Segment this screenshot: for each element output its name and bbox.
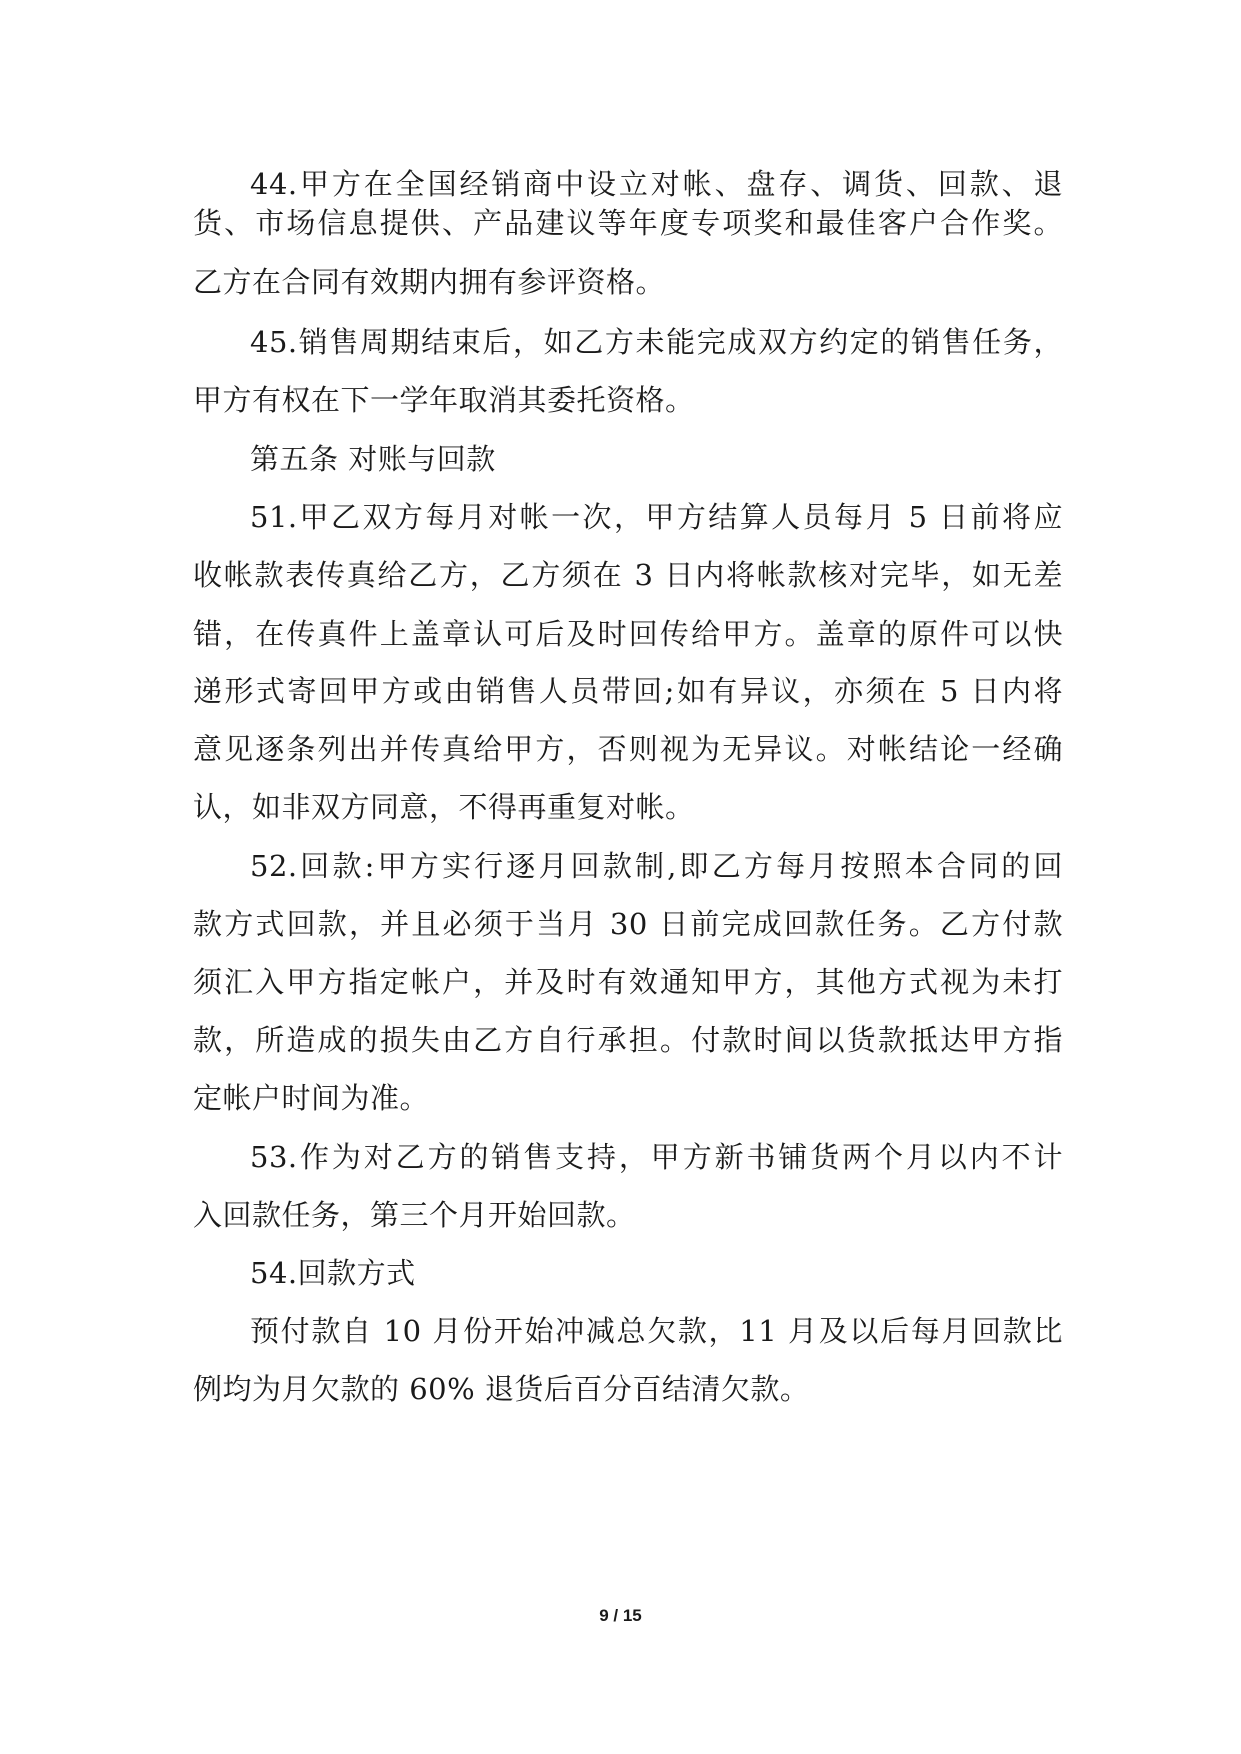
paragraph-51-line-2: 收帐款表传真给乙方，乙方须在 3 日内将帐款核对完毕，如无差	[193, 558, 1063, 592]
paragraph-45-line-2: 甲方有权在下一学年取消其委托资格。	[193, 383, 695, 417]
paragraph-51-line-1: 51.甲乙双方每月对帐一次，甲方结算人员每月 5 日前将应	[250, 500, 1063, 534]
paragraph-44-line-1: 44.甲方在全国经销商中设立对帐、盘存、调货、回款、退	[250, 167, 1063, 201]
paragraph-45-line-1: 45.销售周期结束后，如乙方未能完成双方约定的销售任务，	[250, 325, 1063, 359]
paragraph-51-line-6: 认，如非双方同意，不得再重复对帐。	[193, 790, 695, 824]
page-number: 9 / 15	[599, 1606, 642, 1625]
section-heading: 第五条 对账与回款	[250, 442, 496, 476]
paragraph-54-line-1: 预付款自 10 月份开始冲减总欠款，11 月及以后每月回款比	[250, 1314, 1063, 1348]
paragraph-44-line-2: 货、市场信息提供、产品建议等年度专项奖和最佳客户合作奖。	[193, 206, 1063, 240]
paragraph-51-line-4: 递形式寄回甲方或由销售人员带回;如有异议，亦须在 5 日内将	[193, 674, 1063, 708]
paragraph-52-line-3: 须汇入甲方指定帐户，并及时有效通知甲方，其他方式视为未打	[193, 965, 1063, 999]
paragraph-52-line-2: 款方式回款，并且必须于当月 30 日前完成回款任务。乙方付款	[193, 907, 1063, 941]
paragraph-53-line-1: 53.作为对乙方的销售支持，甲方新书铺货两个月以内不计	[250, 1140, 1063, 1174]
paragraph-52-line-4: 款，所造成的损失由乙方自行承担。付款时间以货款抵达甲方指	[193, 1023, 1063, 1057]
paragraph-51-line-3: 错，在传真件上盖章认可后及时回传给甲方。盖章的原件可以快	[193, 617, 1063, 651]
paragraph-53-line-2: 入回款任务，第三个月开始回款。	[193, 1198, 636, 1232]
paragraph-51-line-5: 意见逐条列出并传真给甲方，否则视为无异议。对帐结论一经确	[193, 732, 1063, 766]
paragraph-52-line-1: 52.回款:甲方实行逐月回款制,即乙方每月按照本合同的回	[250, 849, 1063, 883]
paragraph-54-heading: 54.回款方式	[250, 1256, 416, 1290]
paragraph-52-line-5: 定帐户时间为准。	[193, 1081, 430, 1115]
paragraph-54-line-2: 例均为月欠款的 60% 退货后百分百结清欠款。	[193, 1372, 810, 1406]
paragraph-44-line-3: 乙方在合同有效期内拥有参评资格。	[193, 265, 666, 299]
